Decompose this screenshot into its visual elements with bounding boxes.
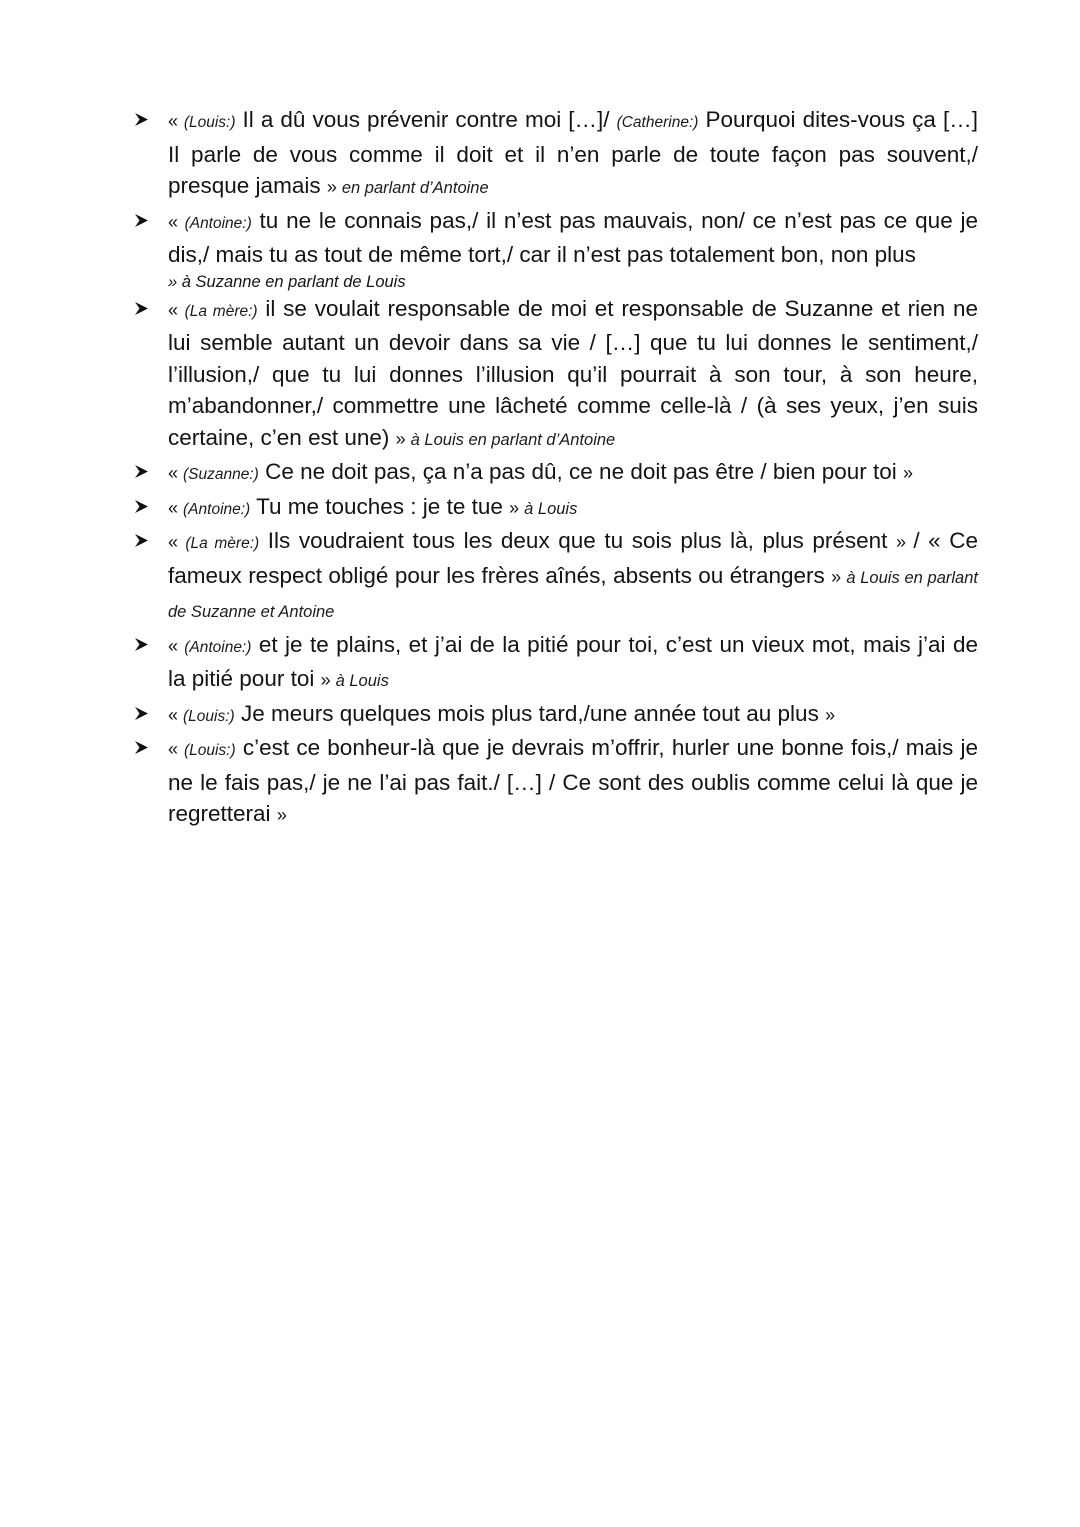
speaker-label: (La mère:): [184, 302, 258, 320]
list-item: [134, 491, 978, 526]
quote-text: Ils voudraient tous les deux que tu sois plus là, plus présent: [259, 528, 896, 553]
context-note: » à Suzanne en parlant de Louis: [168, 272, 406, 291]
quote-text: Je meurs quelques mois plus tard,/une année tout au plus: [234, 700, 826, 726]
arrowhead-bullet-icon: [134, 732, 150, 763]
list-item: [134, 732, 978, 832]
quote-mark: «: [168, 532, 186, 552]
quote-mark: «: [168, 739, 184, 759]
list-item: [134, 205, 978, 293]
context-note: en parlant d’Antoine: [341, 179, 489, 197]
quote-text: / « Ce fameux respect obligé pour les frères aînés, absents ou étrangers: [168, 528, 979, 588]
context-note: à Louis: [335, 672, 389, 690]
quote-mark: »: [509, 497, 525, 518]
speaker-label: (Catherine:): [616, 114, 699, 131]
quote-text: Tu me touches : je te tue: [250, 493, 510, 519]
quote-mark: «: [168, 704, 184, 725]
quote-mark: »: [395, 428, 411, 449]
quote-text: c’est ce bonheur-là que je devrais m’offrir, hurler une bonne fois,/ mais je ne le fais pas,/ je ne l’ai pas fait./ […] / Ce sont des oublis comme celui là que je regretterai: [168, 735, 978, 826]
quote-mark: »: [276, 805, 287, 825]
quote-list: [134, 104, 978, 832]
quote-mark: »: [320, 670, 336, 690]
quote-text: et je te plains, et j’ai de la pitié pour toi, c’est un vieux mot, mais j’ai de la pitié pour toi: [168, 631, 979, 691]
arrowhead-bullet-icon: [134, 456, 150, 487]
quote-text: Pourquoi dites-vous ça […] Il parle de vous comme il doit et il n’en parle de toute façon pas souvent,/ presque jamais: [168, 107, 978, 198]
quote-mark: «: [168, 211, 185, 232]
speaker-label: (Louis:): [183, 742, 236, 759]
list-item: [134, 456, 978, 491]
speaker-label: (Antoine:): [184, 214, 252, 232]
quote-mark: »: [903, 463, 914, 483]
speaker-label: (Antoine:): [184, 638, 252, 656]
quote-mark: «: [168, 111, 184, 131]
quote-mark: «: [168, 299, 185, 320]
speaker-label: (Louis:): [183, 114, 236, 131]
speaker-label: (Louis:): [183, 707, 235, 725]
list-item: [134, 698, 978, 733]
arrowhead-bullet-icon: [134, 205, 150, 236]
speaker-label: (Antoine:): [183, 500, 251, 518]
speaker-label: (Suzanne:): [183, 466, 259, 483]
list-item: [134, 104, 978, 205]
list-item: [134, 525, 978, 629]
context-note: à Louis en parlant de Suzanne et Antoine: [168, 568, 978, 621]
quote-mark: «: [168, 497, 184, 518]
quote-text: Il a dû vous prévenir contre moi […]/: [235, 107, 617, 132]
quote-mark: »: [831, 566, 847, 587]
arrowhead-bullet-icon: [134, 104, 150, 135]
quote-mark: «: [168, 463, 184, 483]
context-note: à Louis: [524, 499, 578, 518]
quote-mark: »: [326, 177, 342, 197]
context-note: à Louis en parlant d’Antoine: [410, 430, 616, 449]
arrowhead-bullet-icon: [134, 629, 150, 660]
speaker-label: (La mère:): [185, 535, 260, 552]
quote-text: tu ne le connais pas,/ il n’est pas mauvais, non/ ce n’est pas ce que je dis,/ mais tu as tout de même tort,/ car il n’est pas totalement bon, non plus: [168, 207, 979, 267]
arrowhead-bullet-icon: [134, 293, 150, 324]
quote-mark: »: [895, 532, 914, 552]
arrowhead-bullet-icon: [134, 525, 150, 556]
quote-mark: «: [168, 635, 185, 656]
list-item: [134, 629, 978, 698]
quote-mark: »: [825, 704, 836, 725]
quote-text: il se voulait responsable de moi et responsable de Suzanne et rien ne lui semble autant un devoir dans sa vie / […] que tu lui donnes le sentiment,/ l’illusion,/ que tu lui donnes l’illusion qu’il pourrait à son tour, à son heure, m’abandonner,/ commettre une lâcheté comme celle-là / (à ses yeux, j’en suis certaine, c’en est une): [168, 295, 978, 450]
arrowhead-bullet-icon: [134, 698, 150, 729]
arrowhead-bullet-icon: [134, 491, 150, 522]
list-item: [134, 293, 978, 457]
quote-text: Ce ne doit pas, ça n’a pas dû, ce ne doit pas être / bien pour toi: [258, 459, 904, 484]
